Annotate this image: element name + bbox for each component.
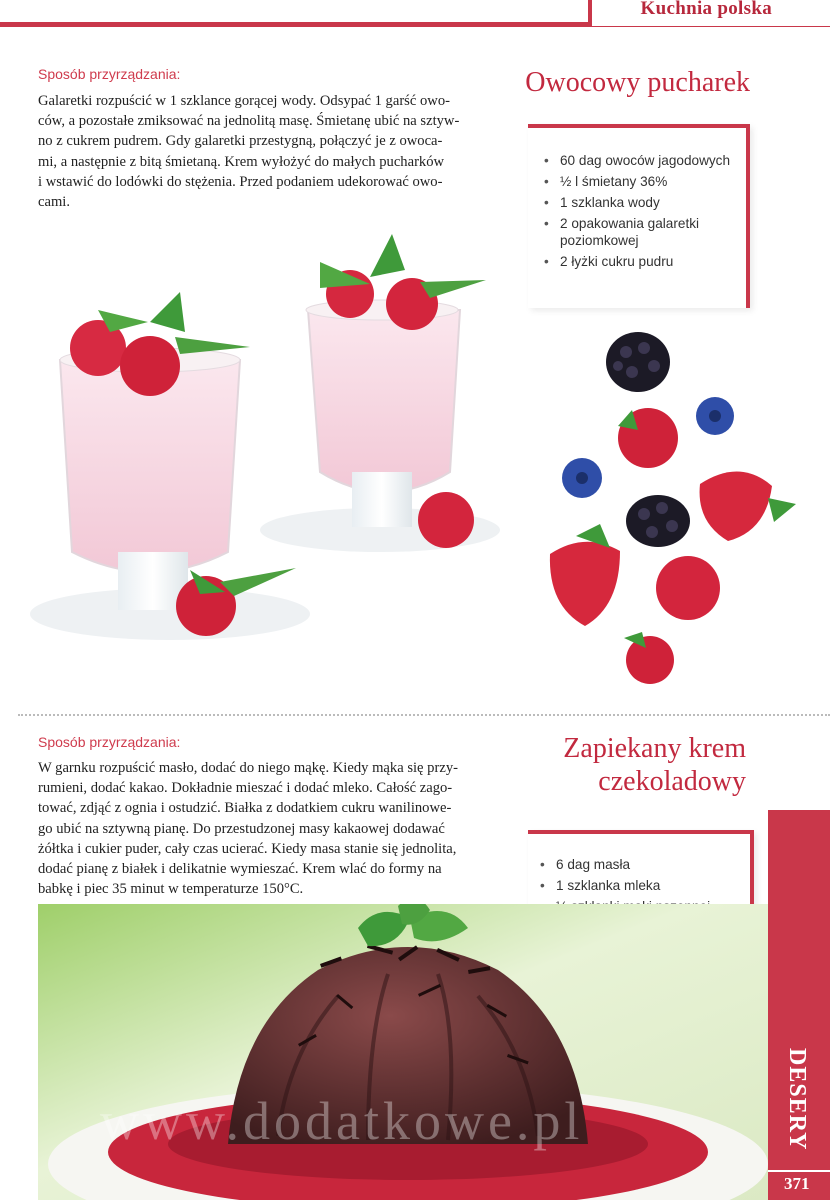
- chocolate-pudding-photo: [38, 904, 768, 1200]
- book-title: Kuchnia polska: [640, 0, 772, 19]
- ingredient-item: • 6 dag masła: [540, 856, 740, 873]
- method-line: no z cukrem pudrem. Gdy galaretki przestygną, połączyć je z owoca-: [38, 133, 443, 150]
- method-line: Galaretki rozpuścić w 1 szklance gorącej wody. Odsypać 1 garść owo-: [38, 93, 450, 109]
- watermark: www.dodatkowe.pl: [100, 1091, 584, 1151]
- title-line: Zapiekany krem: [563, 733, 746, 764]
- method-line: żółtka i cukier puder, cały czas ucierać. Kiedy masa stanie się jednolita,: [38, 840, 457, 857]
- method-line: cami.: [38, 194, 71, 211]
- section-divider: [18, 714, 830, 716]
- method-line: babkę i piec 35 minut w temperaturze 150°C.: [38, 881, 304, 898]
- recipe1-title: [525, 66, 750, 99]
- title-line: czekoladowy: [598, 766, 746, 797]
- method-line: i wstawić do lodówki do stężenia. Przed podaniem udekorować owo-: [38, 173, 443, 190]
- recipe1-method-text: [38, 91, 500, 212]
- ingredient-item: • 2 opakowania galaretki poziomkowej: [544, 215, 734, 249]
- method-line: mi, a następnie z bitą śmietaną. Krem wyłożyć do małych pucharków: [38, 153, 445, 170]
- recipe1-method-label: Sposób przyrządzania:: [38, 66, 181, 82]
- berries-illustration: [540, 326, 800, 691]
- dessert-cups-photo: [20, 222, 510, 662]
- method-line: tować, zdjąć z ognia i ostudzić. Białka z dodatkiem cukru wanilinowe-: [38, 800, 452, 817]
- recipe2-method-text: [38, 758, 498, 899]
- method-line: go ubić na sztywną pianę. Do przestudzonej masy kakaowej dodawać: [38, 820, 445, 837]
- ingredient-item: • 2 łyżki cukru pudru: [544, 253, 734, 270]
- recipe2-title: [563, 732, 746, 798]
- ingredient-item: • 1 szklanka mleka: [540, 877, 740, 894]
- method-line: W garnku rozpuścić masło, dodać do niego mąkę. Kiedy mąka się przy-: [38, 760, 458, 776]
- section-tab-label: DESERY: [784, 1048, 810, 1151]
- method-line: rumieni, dodać kakao. Dokładnie mieszać i dodać mleko. Całość zago-: [38, 780, 453, 797]
- method-line: ców, a pozostałe zmiksować na jednolitą masę. Śmietanę ubić na sztyw-: [38, 113, 460, 130]
- title-line: Owocowy pucharek: [525, 67, 750, 98]
- ingredient-item: • 1 szklanka wody: [544, 194, 734, 211]
- method-line: dodać pianę z białek i delikatnie wymieszać. Krem wlać do formy na: [38, 861, 442, 878]
- recipe2-method-label: Sposób przyrządzania:: [38, 734, 181, 750]
- ingredient-item: • 60 dag owoców jagodowych: [544, 152, 734, 169]
- page-number: 371: [784, 1174, 810, 1193]
- ingredient-item: • ½ l śmietany 36%: [544, 173, 734, 190]
- recipe1-ingredients-list: [544, 152, 734, 274]
